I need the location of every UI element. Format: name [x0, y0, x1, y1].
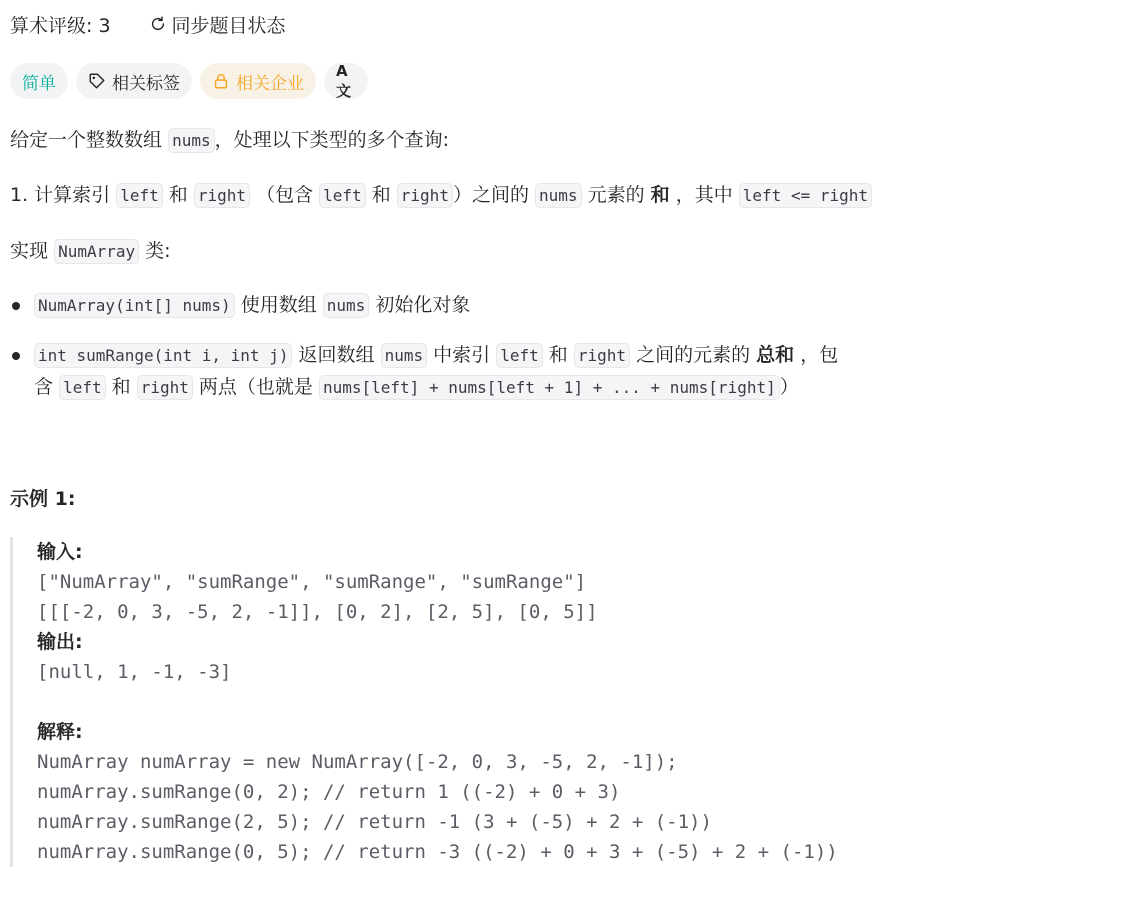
- related-tags-label: 相关标签: [112, 73, 180, 94]
- inline-code: right: [397, 183, 453, 208]
- lock-icon: [212, 72, 230, 90]
- example-title: 示例 1:: [10, 488, 76, 510]
- text: 初始化对象: [375, 294, 471, 316]
- inline-code: left: [319, 183, 366, 208]
- inline-code: right: [137, 375, 193, 400]
- text: 和: [371, 184, 391, 206]
- text: 中索引: [433, 344, 491, 366]
- text: 和: [548, 344, 568, 366]
- bullet-dot: [12, 302, 20, 310]
- text: ）之间的: [452, 184, 529, 206]
- text: ）: [779, 376, 799, 398]
- text: 类:: [145, 240, 171, 262]
- bold-text: 总和: [756, 344, 795, 366]
- spacer: [37, 687, 1037, 717]
- text: （包含: [256, 184, 314, 206]
- problem-meta: [10, 10, 286, 38]
- difficulty-badge[interactable]: [10, 63, 68, 99]
- related-companies-label: 相关企业: [236, 73, 304, 94]
- description-line-3: [10, 237, 171, 266]
- translate-button[interactable]: [324, 63, 368, 99]
- bullet-item-2: [34, 340, 838, 371]
- inline-code: nums: [323, 293, 370, 318]
- input-line: [[[-2, 0, 3, -5, 2, -1]], [0, 2], [2, 5], [0, 5]]: [37, 601, 598, 623]
- sync-status-button[interactable]: [149, 11, 286, 38]
- explain-line: numArray.sumRange(2, 5); // return -1 (3 + (-5) + 2 + (-1)): [37, 811, 712, 833]
- inline-code: nums: [168, 128, 215, 153]
- text: 和: [168, 184, 188, 206]
- output-label: 输出:: [37, 631, 83, 653]
- tag-row: [10, 63, 368, 99]
- text: ，处理以下类型的多个查询:: [214, 129, 449, 151]
- text: 之间的元素的: [636, 344, 751, 366]
- inline-code: left: [496, 343, 543, 368]
- inline-code: NumArray(int[] nums): [34, 293, 235, 318]
- text: ，包: [800, 344, 839, 366]
- text: 返回数组: [298, 344, 375, 366]
- inline-code: left <= right: [739, 183, 872, 208]
- bullet-dot: [12, 352, 20, 360]
- inline-code: int sumRange(int i, int j): [34, 343, 292, 368]
- text: 和: [111, 376, 131, 398]
- inline-code: nums[left] + nums[left + 1] + ... + nums[right]: [319, 375, 780, 400]
- example-block: [10, 537, 1037, 867]
- related-companies-button[interactable]: [200, 63, 316, 99]
- text: 元素的: [587, 184, 645, 206]
- bold-text: 和: [650, 184, 670, 206]
- bullet-item-2-continued: [34, 372, 799, 403]
- inline-code: nums: [381, 343, 428, 368]
- text: ，其中: [675, 184, 733, 206]
- sync-status-label: 同步题目状态: [171, 14, 286, 37]
- inline-code: right: [194, 183, 250, 208]
- inline-code: left: [59, 375, 106, 400]
- inline-code: nums: [535, 183, 582, 208]
- output-line: [null, 1, -1, -3]: [37, 661, 232, 683]
- text: 实现: [10, 240, 49, 262]
- text: 两点（也就是: [198, 376, 313, 398]
- text: 使用数组: [240, 294, 317, 316]
- description-line-2: [10, 181, 872, 210]
- text: 含: [34, 376, 54, 398]
- bullet-item-1: [34, 290, 470, 321]
- related-tags-button[interactable]: [76, 63, 192, 99]
- rating-label: 算术评级: 3: [10, 14, 111, 37]
- inline-code: right: [574, 343, 630, 368]
- explain-line: NumArray numArray = new NumArray([-2, 0, 3, -5, 2, -1]);: [37, 751, 678, 773]
- tag-icon: [88, 72, 106, 90]
- explain-line: numArray.sumRange(0, 2); // return 1 ((-2) + 0 + 3): [37, 781, 621, 803]
- input-line: ["NumArray", "sumRange", "sumRange", "sumRange"]: [37, 571, 587, 593]
- difficulty-label: 简单: [22, 73, 56, 94]
- text: 1. 计算索引: [10, 184, 111, 206]
- text: 给定一个整数数组: [10, 129, 163, 151]
- refresh-icon: [149, 15, 167, 33]
- inline-code: left: [116, 183, 163, 208]
- explain-label: 解释:: [37, 721, 83, 743]
- explain-line: numArray.sumRange(0, 5); // return -3 ((-2) + 0 + 3 + (-5) + 2 + (-1)): [37, 841, 838, 863]
- input-label: 输入:: [37, 541, 83, 563]
- description-line-1: [10, 126, 449, 155]
- inline-code: NumArray: [54, 239, 139, 264]
- translate-icon: A文: [336, 61, 352, 100]
